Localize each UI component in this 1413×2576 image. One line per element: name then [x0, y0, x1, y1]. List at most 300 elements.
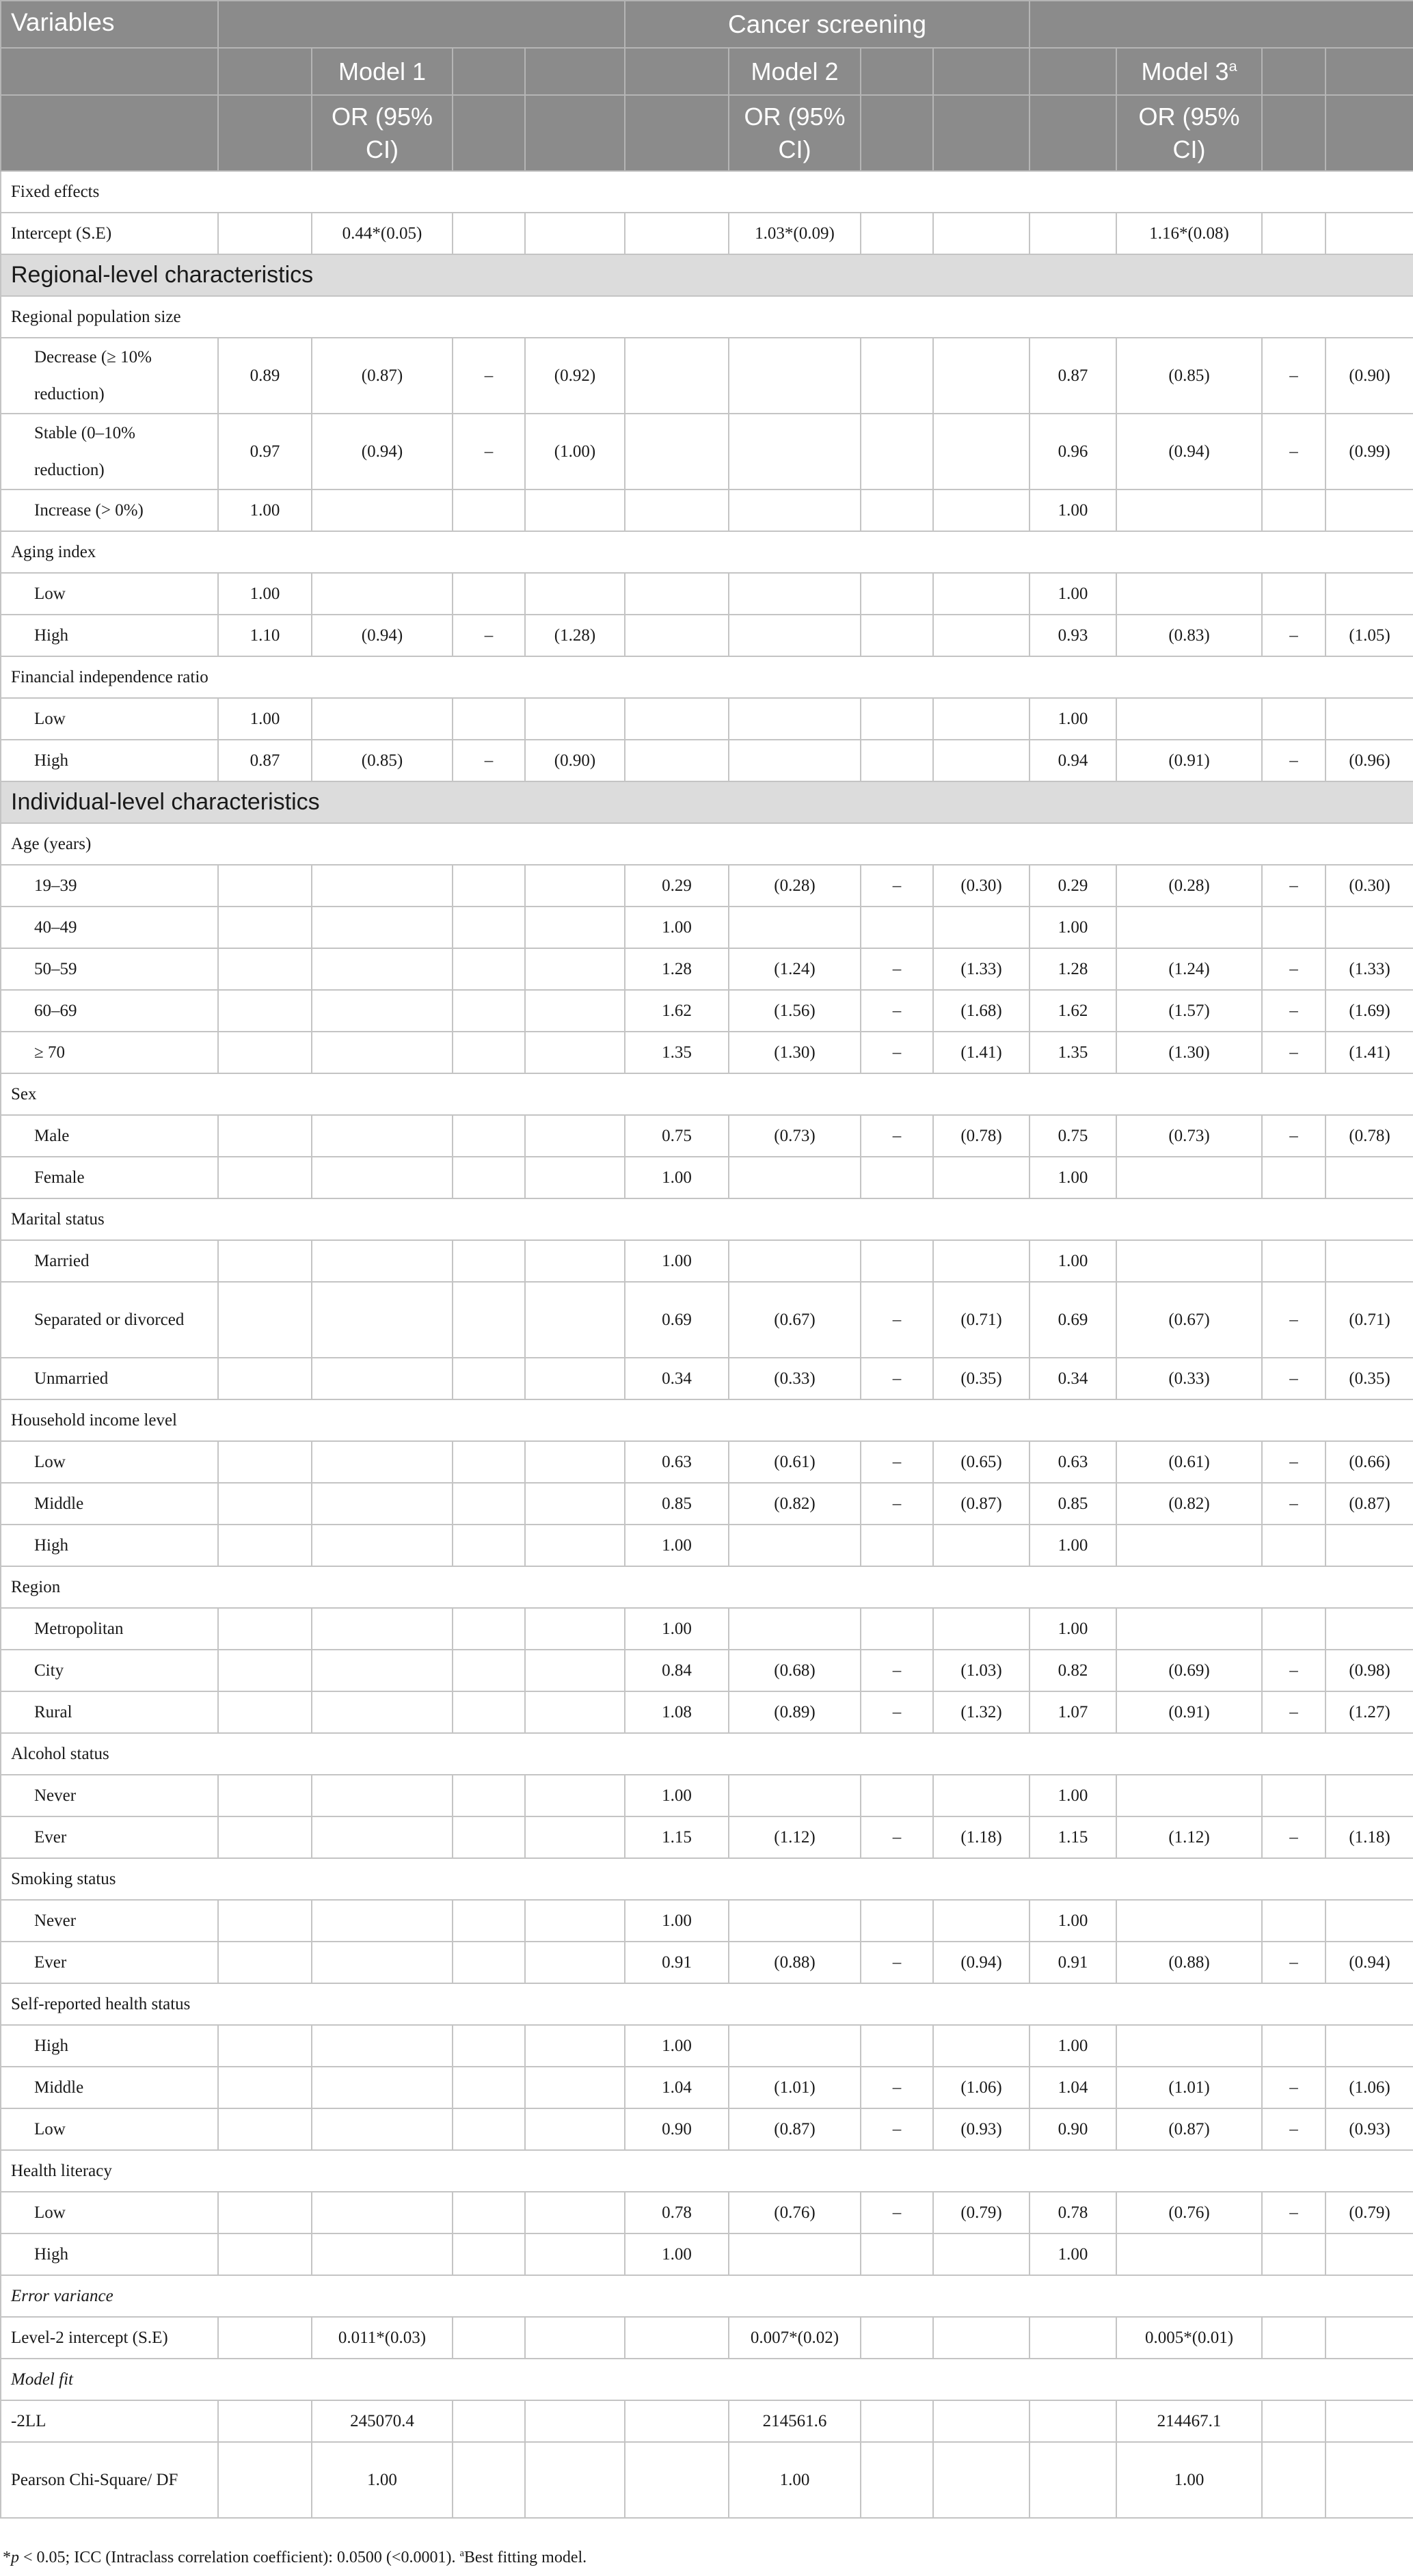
- model-2-or-value: 0.34: [625, 1358, 729, 1399]
- model-2-or-value: [625, 573, 729, 615]
- model-1-ci-lower: [312, 1240, 453, 1282]
- row-label: Male: [1, 1115, 218, 1157]
- table-row: [1, 1032, 1413, 1073]
- model-header-row: [1, 48, 1413, 95]
- model-3-ci-upper: (0.98): [1325, 1650, 1413, 1691]
- model-1-ci-upper: [525, 1115, 625, 1157]
- model-1-value: 245070.4: [312, 2400, 453, 2442]
- row-label: Intercept (S.E): [1, 213, 218, 254]
- table-row: [1, 1157, 1413, 1198]
- model-3-ci-lower: (1.57): [1116, 990, 1262, 1032]
- model-3-ci-upper: [1325, 1775, 1413, 1816]
- model-1-ci-dash: [453, 1282, 525, 1358]
- row-label: 19–39: [1, 865, 218, 907]
- model-1-ci-lower: [312, 1282, 453, 1358]
- model-1-ci-lower: [312, 1942, 453, 1983]
- table-row: [1, 865, 1413, 907]
- model-3-or-value: 1.00: [1030, 1240, 1116, 1282]
- model-2-ci-upper: [933, 1900, 1030, 1942]
- model-3-ci-dash: –: [1262, 2067, 1325, 2108]
- model-2-ci-lower: [729, 1608, 861, 1650]
- model-1-ci-dash: [453, 1942, 525, 1983]
- model-1-value: 0.44*(0.05): [312, 213, 453, 254]
- model-1-ci-dash: [453, 2108, 525, 2150]
- model-2-ci-dash: –: [861, 1483, 933, 1525]
- group-header-row: [1, 1733, 1413, 1775]
- model-1-or-value: [218, 1441, 312, 1483]
- model-1-ci-lower: [312, 1483, 453, 1525]
- model-1-ci-upper: [525, 1775, 625, 1816]
- table-row: [1, 1483, 1413, 1525]
- model-1-ci-dash: –: [453, 740, 525, 781]
- row-label: Low: [1, 2192, 218, 2233]
- model-3-ci-upper: (1.18): [1325, 1816, 1413, 1858]
- table-row: [1, 2025, 1413, 2067]
- model-1-or-value: [218, 1525, 312, 1566]
- model-3-ci-dash: –: [1262, 948, 1325, 990]
- group-header-row: [1, 1198, 1413, 1240]
- model-1-ci-lower: [312, 907, 453, 948]
- row-label: Married: [1, 1240, 218, 1282]
- model-3-ci-dash: –: [1262, 414, 1325, 489]
- model-2-ci-upper: [933, 338, 1030, 414]
- model-3-or-value: 1.00: [1030, 489, 1116, 531]
- model-1-ci-upper: (0.90): [525, 740, 625, 781]
- model-1-ci-lower: [312, 990, 453, 1032]
- group-label: Sex: [1, 1073, 1413, 1115]
- model-3-ci-dash: –: [1262, 990, 1325, 1032]
- model-3-ci-lower: (0.85): [1116, 338, 1262, 414]
- model-1-ci-lower: [312, 1032, 453, 1073]
- group-header-row: [1, 2150, 1413, 2192]
- model-2-header: Model 2: [729, 48, 861, 95]
- section-header-row: [1, 254, 1413, 296]
- group-header-row: [1, 1073, 1413, 1115]
- model-2-ci-lower: [729, 1775, 861, 1816]
- model-1-ci-upper: [525, 2025, 625, 2067]
- model-3-ci-lower: (0.91): [1116, 1691, 1262, 1733]
- model-3-ci-lower: (0.94): [1116, 414, 1262, 489]
- model-3-ci-dash: [1262, 1157, 1325, 1198]
- group-label: Fixed effects: [1, 171, 1413, 213]
- table-row: [1, 1282, 1413, 1358]
- row-label: Ever: [1, 1816, 218, 1858]
- model-2-ci-dash: –: [861, 2108, 933, 2150]
- model-1-ci-upper: [525, 1483, 625, 1525]
- model-2-ci-upper: (0.78): [933, 1115, 1030, 1157]
- model-2-or-value: [625, 338, 729, 414]
- model-3-ci-dash: –: [1262, 1816, 1325, 1858]
- model-1-ci-lower: [312, 698, 453, 740]
- model-2-ci-lower: (1.12): [729, 1816, 861, 1858]
- group-label: Aging index: [1, 531, 1413, 573]
- model-3-or-value: 1.07: [1030, 1691, 1116, 1733]
- model-1-ci-upper: [525, 2108, 625, 2150]
- model-2-ci-dash: [861, 615, 933, 656]
- model-2-ci-upper: [933, 1157, 1030, 1198]
- model-3-ci-dash: [1262, 1775, 1325, 1816]
- group-label: Regional population size: [1, 296, 1413, 338]
- model-1-ci-lower: [312, 1525, 453, 1566]
- row-label: Never: [1, 1775, 218, 1816]
- model-2-or-value: 1.00: [625, 1525, 729, 1566]
- model-2-ci-lower: [729, 740, 861, 781]
- model-1-ci-lower: (0.87): [312, 338, 453, 414]
- model-2-ci-dash: –: [861, 1032, 933, 1073]
- model-2-ci-upper: [933, 1240, 1030, 1282]
- row-label: Low: [1, 573, 218, 615]
- row-label: High: [1, 2233, 218, 2275]
- group-header-row: [1, 296, 1413, 338]
- model-2-ci-lower: (0.89): [729, 1691, 861, 1733]
- model-3-ci-dash: –: [1262, 1483, 1325, 1525]
- section-label: Regional-level characteristics: [1, 254, 1413, 296]
- model-2-ci-upper: [933, 1775, 1030, 1816]
- section-label: Individual-level characteristics: [1, 781, 1413, 823]
- model-1-or-value: 0.87: [218, 740, 312, 781]
- model-3-or-value: 0.85: [1030, 1483, 1116, 1525]
- model-2-ci-dash: –: [861, 2067, 933, 2108]
- model-2-ci-lower: (0.76): [729, 2192, 861, 2233]
- model-2-ci-dash: [861, 1608, 933, 1650]
- model-2-ci-dash: [861, 1525, 933, 1566]
- model-2-ci-lower: (0.33): [729, 1358, 861, 1399]
- row-label: 60–69: [1, 990, 218, 1032]
- model-3-or-value: 1.00: [1030, 2233, 1116, 2275]
- model-2-or-value: 0.63: [625, 1441, 729, 1483]
- row-label: Middle: [1, 1483, 218, 1525]
- model-2-ci-lower: (1.56): [729, 990, 861, 1032]
- model-3-or-value: 0.29: [1030, 865, 1116, 907]
- model-2-ci-dash: –: [861, 1691, 933, 1733]
- group-label: Alcohol status: [1, 1733, 1413, 1775]
- model-3-or-value: 0.34: [1030, 1358, 1116, 1399]
- model-3-ci-upper: (0.78): [1325, 1115, 1413, 1157]
- model-2-ci-upper: (0.71): [933, 1282, 1030, 1358]
- model-2-ci-dash: –: [861, 990, 933, 1032]
- model-3-ci-upper: (0.71): [1325, 1282, 1413, 1358]
- model-2-or-value: 1.00: [625, 907, 729, 948]
- model-2-ci-dash: –: [861, 865, 933, 907]
- model-1-ci-dash: –: [453, 414, 525, 489]
- model-3-ci-lower: [1116, 1157, 1262, 1198]
- model-1-ci-dash: [453, 2025, 525, 2067]
- group-label: Financial independence ratio: [1, 656, 1413, 698]
- row-label: Stable (0–10% reduction): [1, 414, 218, 489]
- model-1-or-value: [218, 1032, 312, 1073]
- model-1-ci-dash: [453, 1240, 525, 1282]
- model-3-ci-lower: (0.67): [1116, 1282, 1262, 1358]
- model-3-ci-lower: (1.30): [1116, 1032, 1262, 1073]
- model-3-ci-upper: (0.93): [1325, 2108, 1413, 2150]
- model-1-ci-dash: –: [453, 338, 525, 414]
- model-1-ci-dash: [453, 1775, 525, 1816]
- model-1-or-value: [218, 1691, 312, 1733]
- model-2-value: 214561.6: [729, 2400, 861, 2442]
- model-2-ci-lower: [729, 2233, 861, 2275]
- table-row: [1, 2108, 1413, 2150]
- model-2-or-value: 1.62: [625, 990, 729, 1032]
- model-1-or-value: [218, 1157, 312, 1198]
- model-2-or-value: 1.00: [625, 1240, 729, 1282]
- model-1-header: Model 1: [312, 48, 453, 95]
- model-2-or-value: 0.84: [625, 1650, 729, 1691]
- model-3-value: 214467.1: [1116, 2400, 1262, 2442]
- model-1-or-value: [218, 1816, 312, 1858]
- model-2-ci-lower: [729, 2025, 861, 2067]
- model-2-ci-dash: –: [861, 1816, 933, 1858]
- model-1-ci-upper: [525, 1691, 625, 1733]
- model-2-or-value: 1.00: [625, 2025, 729, 2067]
- model-1-ci-upper: [525, 489, 625, 531]
- model-3-ci-dash: [1262, 1608, 1325, 1650]
- model-1-ci-dash: [453, 1441, 525, 1483]
- model-1-or-value: 1.00: [218, 489, 312, 531]
- model-1-ci-dash: [453, 698, 525, 740]
- table-row: [1, 990, 1413, 1032]
- model-1-or-value: [218, 2192, 312, 2233]
- model-3-ci-dash: [1262, 907, 1325, 948]
- model-3-ci-upper: [1325, 1157, 1413, 1198]
- model-2-or-value: 1.08: [625, 1691, 729, 1733]
- model-1-or-value: [218, 1240, 312, 1282]
- model-1-ci-lower: [312, 1775, 453, 1816]
- model-3-ci-lower: (0.87): [1116, 2108, 1262, 2150]
- model-1-ci-lower: [312, 1650, 453, 1691]
- table-row: [1, 1775, 1413, 1816]
- model-2-value: 0.007*(0.02): [729, 2317, 861, 2359]
- model-2-ci-lower: [729, 489, 861, 531]
- model-1-ci-upper: [525, 2233, 625, 2275]
- model-2-ci-lower: [729, 1900, 861, 1942]
- table-row: [1, 2067, 1413, 2108]
- model-3-ci-lower: (0.28): [1116, 865, 1262, 907]
- model-3-or-value: 0.96: [1030, 414, 1116, 489]
- model-2-or-value: 1.00: [625, 2233, 729, 2275]
- model-3-ci-upper: (1.33): [1325, 948, 1413, 990]
- model-1-or-value: [218, 1483, 312, 1525]
- group-label: Smoking status: [1, 1858, 1413, 1900]
- model-1-ci-lower: [312, 573, 453, 615]
- model-1-ci-dash: [453, 1525, 525, 1566]
- group-header-row: [1, 2275, 1413, 2317]
- table-row: [1, 1650, 1413, 1691]
- model-3-ci-upper: [1325, 1240, 1413, 1282]
- model-2-ci-upper: (0.87): [933, 1483, 1030, 1525]
- table-row: [1, 2192, 1413, 2233]
- row-label: Level-2 intercept (S.E): [1, 2317, 218, 2359]
- table-footnote: *p < 0.05; ICC (Intraclass correlation coefficient): 0.0500 (<0.0001). $^a$Best fitting model.: [3, 2548, 587, 2566]
- model-2-ci-upper: [933, 2025, 1030, 2067]
- table-row: [1, 698, 1413, 740]
- table-row: [1, 1608, 1413, 1650]
- model-3-header: Model 3$^a$: [1116, 48, 1262, 95]
- model-3-ci-upper: (1.05): [1325, 615, 1413, 656]
- outcome-header: Cancer screening: [625, 1, 1030, 48]
- model-1-ci-dash: [453, 489, 525, 531]
- model-3-or-value: 1.15: [1030, 1816, 1116, 1858]
- row-label: High: [1, 740, 218, 781]
- model-2-value: 1.00: [729, 2442, 861, 2518]
- model-2-ci-dash: –: [861, 1942, 933, 1983]
- model-3-ci-dash: [1262, 489, 1325, 531]
- model-3-ci-upper: (0.94): [1325, 1942, 1413, 1983]
- model-2-ci-dash: [861, 414, 933, 489]
- model-1-ci-lower: [312, 1608, 453, 1650]
- model-1-ci-dash: [453, 1691, 525, 1733]
- row-label: Increase (> 0%): [1, 489, 218, 531]
- model-2-ci-upper: (1.06): [933, 2067, 1030, 2108]
- model-1-or-value: [218, 2233, 312, 2275]
- model-2-or-value: [625, 698, 729, 740]
- model-2-ci-lower: (0.68): [729, 1650, 861, 1691]
- model-3-or-value: 1.00: [1030, 573, 1116, 615]
- summary-row: [1, 2400, 1413, 2442]
- model-3-ci-lower: (0.76): [1116, 2192, 1262, 2233]
- row-label: 50–59: [1, 948, 218, 990]
- best-model-marker: a: [1228, 57, 1237, 75]
- model-2-or-value: [625, 615, 729, 656]
- model-1-ci-lower: [312, 489, 453, 531]
- row-label: Separated or divorced: [1, 1282, 218, 1358]
- model-2-ci-dash: [861, 1775, 933, 1816]
- model-1-or-value: [218, 1942, 312, 1983]
- model-3-or-value: 0.93: [1030, 615, 1116, 656]
- model-2-ci-dash: –: [861, 1115, 933, 1157]
- table-row: [1, 615, 1413, 656]
- model-2-ci-lower: [729, 338, 861, 414]
- model-1-ci-lower: [312, 1691, 453, 1733]
- model-2-ci-dash: –: [861, 1650, 933, 1691]
- model-2-ci-dash: [861, 1900, 933, 1942]
- model-2-ci-lower: (1.01): [729, 2067, 861, 2108]
- model-1-ci-lower: [312, 1441, 453, 1483]
- model-1-or-value: [218, 865, 312, 907]
- model-1-or-value: [218, 2108, 312, 2150]
- model-1-ci-dash: [453, 2233, 525, 2275]
- model-3-ci-lower: (0.61): [1116, 1441, 1262, 1483]
- model-1-value: 0.011*(0.03): [312, 2317, 453, 2359]
- model-3-ci-dash: [1262, 1525, 1325, 1566]
- variables-header: Variables: [1, 1, 218, 48]
- model-3-ci-upper: (0.79): [1325, 2192, 1413, 2233]
- model-1-ci-upper: [525, 865, 625, 907]
- model-2-ci-upper: [933, 2233, 1030, 2275]
- model-3-ci-dash: –: [1262, 1441, 1325, 1483]
- model-1-ci-upper: [525, 1032, 625, 1073]
- model-3-ci-lower: [1116, 907, 1262, 948]
- model-3-ci-dash: –: [1262, 615, 1325, 656]
- row-label: 40–49: [1, 907, 218, 948]
- model-3-or-value: 1.28: [1030, 948, 1116, 990]
- model-3-ci-dash: –: [1262, 1282, 1325, 1358]
- model-2-or-value: 0.75: [625, 1115, 729, 1157]
- model-1-ci-upper: [525, 698, 625, 740]
- model-1-ci-dash: [453, 2067, 525, 2108]
- model-3-ci-dash: –: [1262, 1358, 1325, 1399]
- model-2-ci-lower: [729, 414, 861, 489]
- summary-row: [1, 213, 1413, 254]
- model-3-or-value: 1.35: [1030, 1032, 1116, 1073]
- model-1-ci-upper: [525, 1608, 625, 1650]
- group-label: Health literacy: [1, 2150, 1413, 2192]
- model-1-ci-lower: (0.85): [312, 740, 453, 781]
- table-row: [1, 338, 1413, 414]
- model-2-ci-lower: [729, 615, 861, 656]
- model-1-or-value: 0.97: [218, 414, 312, 489]
- model-1-ci-upper: (1.28): [525, 615, 625, 656]
- model-3-ci-upper: (0.87): [1325, 1483, 1413, 1525]
- group-label: Model fit: [1, 2359, 1413, 2400]
- model-3-ci-lower: [1116, 1240, 1262, 1282]
- model-3-or-value: 1.00: [1030, 698, 1116, 740]
- model-2-ci-upper: (0.93): [933, 2108, 1030, 2150]
- table-row: [1, 1240, 1413, 1282]
- model-3-or-value: 0.63: [1030, 1441, 1116, 1483]
- model-3-ci-upper: (0.99): [1325, 414, 1413, 489]
- model-2-ci-lower: (0.67): [729, 1282, 861, 1358]
- model-3-or-value: 1.62: [1030, 990, 1116, 1032]
- model-2-ci-upper: [933, 615, 1030, 656]
- model-3-or-value: 1.04: [1030, 2067, 1116, 2108]
- model-2-ci-lower: [729, 573, 861, 615]
- model-2-ci-dash: –: [861, 2192, 933, 2233]
- model-1-ci-upper: (1.00): [525, 414, 625, 489]
- row-label: ≥ 70: [1, 1032, 218, 1073]
- model-3-ci-upper: [1325, 2025, 1413, 2067]
- group-header-row: [1, 2359, 1413, 2400]
- model-3-ci-dash: [1262, 1240, 1325, 1282]
- model-1-ci-dash: [453, 1115, 525, 1157]
- model-2-ci-upper: [933, 573, 1030, 615]
- model-1-ci-upper: [525, 948, 625, 990]
- table-row: [1, 489, 1413, 531]
- model-2-or-value: 1.00: [625, 1900, 729, 1942]
- group-header-row: [1, 1983, 1413, 2025]
- model-1-or-value: [218, 2025, 312, 2067]
- model-3-ci-upper: (0.35): [1325, 1358, 1413, 1399]
- model-2-ci-dash: [861, 573, 933, 615]
- model-3-ci-lower: (0.83): [1116, 615, 1262, 656]
- model-1-or-value: [218, 1282, 312, 1358]
- model-1-ci-lower: (0.94): [312, 414, 453, 489]
- model-1-ci-lower: [312, 865, 453, 907]
- model-2-ci-upper: (0.94): [933, 1942, 1030, 1983]
- model-3-ci-dash: –: [1262, 1115, 1325, 1157]
- model-2-ci-dash: [861, 740, 933, 781]
- model-2-ci-upper: [933, 414, 1030, 489]
- model-1-ci-upper: [525, 907, 625, 948]
- group-label: Marital status: [1, 1198, 1413, 1240]
- model-2-or-value: 1.28: [625, 948, 729, 990]
- model-3-ci-lower: [1116, 1608, 1262, 1650]
- model-1-ci-upper: [525, 1900, 625, 1942]
- model-2-or-value: 0.90: [625, 2108, 729, 2150]
- table-row: [1, 1441, 1413, 1483]
- model-2-ci-upper: (1.32): [933, 1691, 1030, 1733]
- group-header-row: [1, 823, 1413, 865]
- row-label: Low: [1, 698, 218, 740]
- row-label: Low: [1, 1441, 218, 1483]
- model-2-ci-lower: (1.30): [729, 1032, 861, 1073]
- model-2-ci-upper: (0.65): [933, 1441, 1030, 1483]
- model-1-value: 1.00: [312, 2442, 453, 2518]
- model-1-ci-dash: [453, 573, 525, 615]
- model-3-ci-lower: [1116, 2233, 1262, 2275]
- model-3-ci-lower: (0.91): [1116, 740, 1262, 781]
- model-2-ci-dash: –: [861, 1358, 933, 1399]
- model-2-or-value: 0.69: [625, 1282, 729, 1358]
